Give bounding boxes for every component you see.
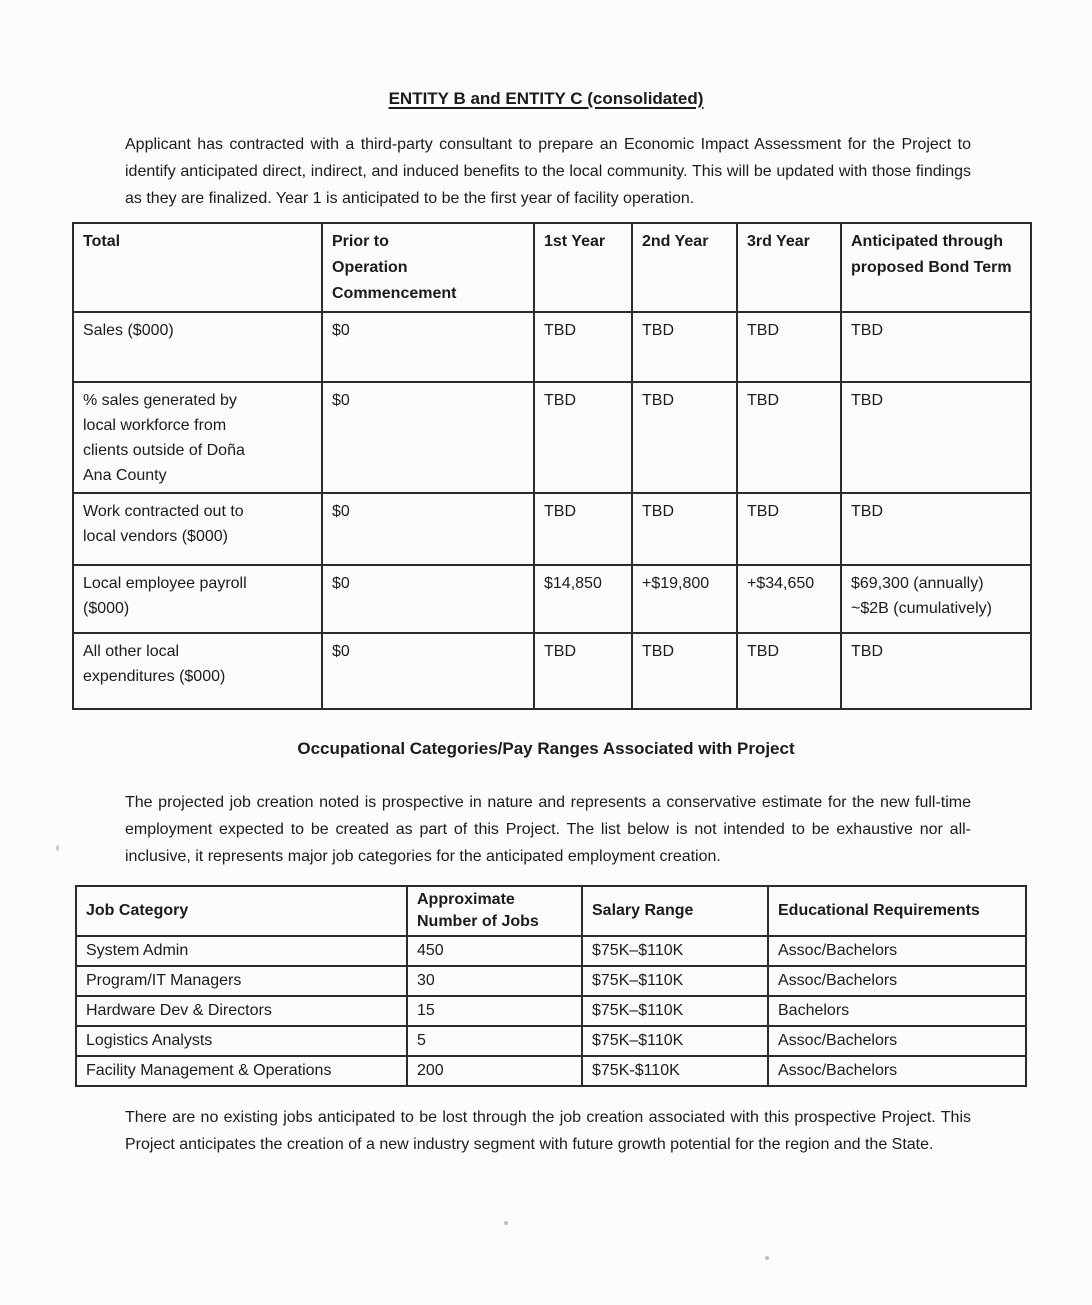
row-label: Sales ($000) [83,322,174,339]
cell-bond-term: TBD [841,633,1031,709]
row-label: Work contracted out to local vendors ($000) [83,503,244,545]
cell-year3: TBD [737,633,841,709]
col-header-salary-range: Salary Range [582,886,768,936]
scan-speck [56,845,59,851]
cell-education: Assoc/Bachelors [768,966,1026,996]
cell-job-category: Program/IT Managers [76,966,407,996]
scan-speck [765,1256,769,1260]
col-header-educational-requirements: Educational Requirements [768,886,1026,936]
cell-year1: TBD [534,493,632,565]
col-header-number-of-jobs [407,886,582,936]
table-row-facility-management [76,1056,1026,1086]
cell-education: Assoc/Bachelors [768,1056,1026,1086]
col-header-total-label: Total [83,233,121,250]
cell-salary-range: $75K-$110K [582,1056,768,1086]
col-header-total [73,223,322,312]
closing-paragraph: There are no existing jobs anticipated to be lost through the job creation associated with this prospective Project. This Project anticipates the creation of a new industry segment with future growth potential for the region and the State. [125,1109,971,1153]
table-row-payroll [73,565,1031,633]
cell-salary-range: $75K–$110K [582,936,768,966]
jobs-table-header-row [76,886,1026,936]
cell-prior: $0 [322,633,534,709]
cell-job-category: Facility Management & Operations [76,1056,407,1086]
table-row-pct-sales [73,382,1031,493]
bond-term-cumulative-value: ~$2B (cumulatively) [851,600,992,617]
cell-education: Assoc/Bachelors [768,1026,1026,1056]
cell-year1: TBD [534,382,632,493]
cell-job-category: Hardware Dev & Directors [76,996,407,1026]
bond-term-annual-value: $69,300 (annually) [851,575,984,592]
cell-prior: $0 [322,382,534,493]
row-label-cell [73,493,322,565]
row-label-cell [73,312,322,382]
table-row-hardware-dev [76,996,1026,1026]
jobs-table [75,885,1027,1087]
cell-job-count: 15 [407,996,582,1026]
col-header-prior-to-operation [322,223,534,312]
row-label-cell [73,565,322,633]
cell-year2: TBD [632,312,737,382]
col-header-1st-year: 1st Year [534,223,632,312]
cell-year3: TBD [737,493,841,565]
intro-paragraph: Applicant has contracted with a third-party consultant to prepare an Economic Impact Assessment for the Project to identify anticipated direct, indirect, and induced benefits to the local community. This will be updated with those findings as they are finalized. Year 1 is anticipated to be the first year of facility operation. [125,136,971,207]
col-header-3rd-year: 3rd Year [737,223,841,312]
impact-table-header-row [73,223,1031,312]
cell-year3: TBD [737,312,841,382]
col-header-number-of-jobs-label: Approximate Number of Jobs [417,891,539,930]
cell-education: Assoc/Bachelors [768,936,1026,966]
cell-job-count: 30 [407,966,582,996]
cell-job-count: 200 [407,1056,582,1086]
cell-salary-range: $75K–$110K [582,966,768,996]
cell-job-category: Logistics Analysts [76,1026,407,1056]
row-label: % sales generated by local workforce from clients outside of Doña Ana County [83,392,245,484]
row-label: Local employee payroll ($000) [83,575,247,617]
col-header-2nd-year: 2nd Year [632,223,737,312]
table-row-logistics-analysts [76,1026,1026,1056]
col-header-prior-label: Prior to Operation Commencement [332,233,457,302]
cell-bond-term: TBD [841,312,1031,382]
cell-year3: TBD [737,382,841,493]
scan-speck [504,1221,508,1225]
cell-year2: TBD [632,493,737,565]
table-row-system-admin [76,936,1026,966]
col-header-bond-term: Anticipated through proposed Bond Term [841,223,1031,312]
cell-prior: $0 [322,312,534,382]
col-header-job-category: Job Category [76,886,407,936]
cell-salary-range: $75K–$110K [582,1026,768,1056]
section-heading: Occupational Categories/Pay Ranges Associated with Project [297,739,795,758]
cell-salary-range: $75K–$110K [582,996,768,1026]
cell-year1: TBD [534,312,632,382]
document-title: ENTITY B and ENTITY C (consolidated) [388,89,704,108]
cell-year3: +$34,650 [737,565,841,633]
cell-year1: $14,850 [534,565,632,633]
cell-job-count: 5 [407,1026,582,1056]
cell-education: Bachelors [768,996,1026,1026]
cell-bond-term: TBD [841,493,1031,565]
table-row-work-contracted [73,493,1031,565]
table-row-other-expenditures [73,633,1031,709]
table-row-program-it-managers [76,966,1026,996]
cell-year2: +$19,800 [632,565,737,633]
cell-year2: TBD [632,633,737,709]
cell-bond-term [841,565,1031,633]
cell-prior: $0 [322,493,534,565]
economic-impact-table [72,222,1032,710]
table-row-sales [73,312,1031,382]
cell-prior: $0 [322,565,534,633]
cell-year1: TBD [534,633,632,709]
cell-bond-term: TBD [841,382,1031,493]
row-label-cell [73,633,322,709]
cell-job-category: System Admin [76,936,407,966]
row-label-cell [73,382,322,493]
job-creation-paragraph: The projected job creation noted is prospective in nature and represents a conservative estimate for the new full-time employment expected to be created as part of this Project. The list below is not intended to be exhaustive nor all-inclusive, it represents major job categories for the anticipated employment creation. [125,794,971,865]
cell-year2: TBD [632,382,737,493]
cell-job-count: 450 [407,936,582,966]
row-label: All other local expenditures ($000) [83,643,226,685]
